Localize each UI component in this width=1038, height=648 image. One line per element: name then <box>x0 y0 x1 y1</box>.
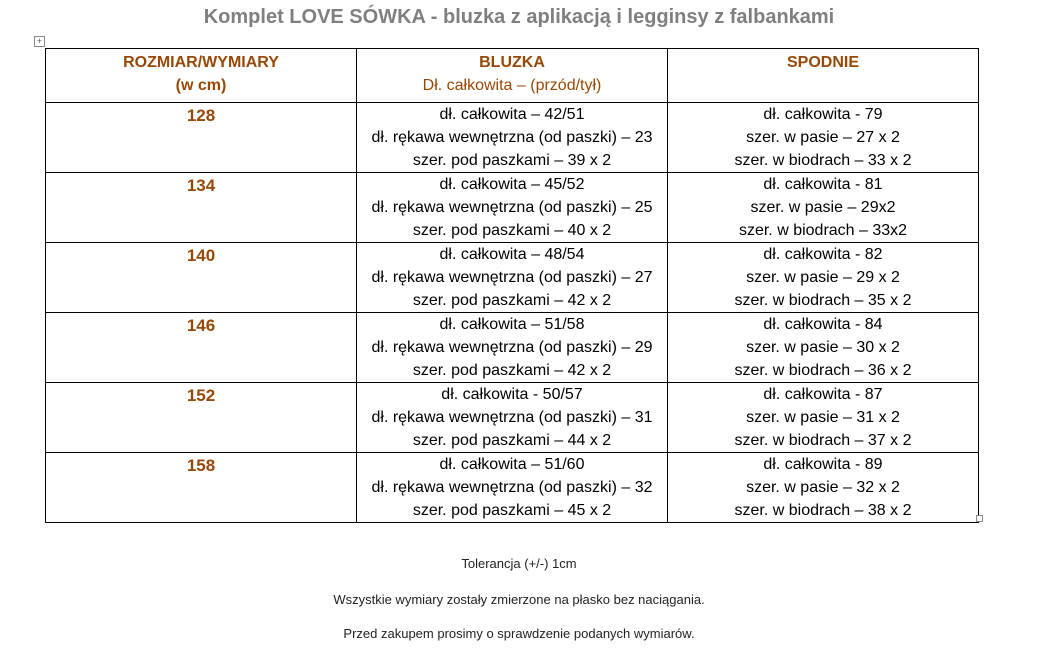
table-row <box>46 103 979 173</box>
bluzka-length: dł. całkowita – 51/60 <box>439 456 585 473</box>
bluzka-width: szer. pod paszkami – 39 x 2 <box>412 152 612 169</box>
header-size-unit: (w cm) <box>175 77 227 94</box>
spodnie-hips: szer. w biodrach – 33 x 2 <box>734 152 912 169</box>
spodnie-length: dł. całkowita - 89 <box>763 456 883 473</box>
bluzka-sleeve: dł. rękawa wewnętrzna (od paszki) – 31 <box>371 409 653 426</box>
bluzka-sleeve: dł. rękawa wewnętrzna (od paszki) – 25 <box>371 199 653 216</box>
header-spodnie-label: SPODNIE <box>786 54 859 71</box>
spodnie-length: dł. całkowita - 84 <box>763 316 883 333</box>
header-spodnie <box>668 49 979 103</box>
spodnie-hips: szer. w biodrach – 35 x 2 <box>734 292 912 309</box>
spodnie-hips: szer. w biodrach – 37 x 2 <box>734 432 912 449</box>
page-title: Komplet LOVE SÓWKA - bluzka z aplikacją i legginsy z falbankami <box>203 6 835 28</box>
spodnie-hips: szer. w biodrach – 36 x 2 <box>734 362 912 379</box>
bluzka-sleeve: dł. rękawa wewnętrzna (od paszki) – 29 <box>371 339 653 356</box>
spodnie-waist: szer. w pasie – 30 x 2 <box>746 339 900 356</box>
table-row <box>46 243 979 313</box>
bluzka-width: szer. pod paszkami – 44 x 2 <box>412 432 612 449</box>
bluzka-length: dł. całkowita – 48/54 <box>439 246 585 263</box>
table-row <box>46 453 979 523</box>
bluzka-width: szer. pod paszkami – 42 x 2 <box>412 362 612 379</box>
measurement-note: Wszystkie wymiary zostały zmierzone na płasko bez naciągania. <box>333 592 705 607</box>
spodnie-length: dł. całkowita - 87 <box>763 386 883 403</box>
spodnie-length: dł. całkowita - 81 <box>763 176 883 193</box>
size-value: 128 <box>186 106 216 125</box>
bluzka-width: szer. pod paszkami – 40 x 2 <box>412 222 612 239</box>
header-size-label: ROZMIAR/WYMIARY <box>123 54 279 71</box>
header-bluzka-sub: Dł. całkowita – (przód/tył) <box>422 77 602 94</box>
table-row <box>46 313 979 383</box>
bluzka-sleeve: dł. rękawa wewnętrzna (od paszki) – 32 <box>371 479 653 496</box>
tolerance-note: Tolerancja (+/-) 1cm <box>461 556 577 571</box>
header-bluzka <box>357 49 668 103</box>
spodnie-waist: szer. w pasie – 29x2 <box>750 199 896 216</box>
resize-handle-icon[interactable] <box>976 515 983 522</box>
size-value: 158 <box>186 456 216 475</box>
spodnie-waist: szer. w pasie – 32 x 2 <box>746 479 900 496</box>
table-row <box>46 383 979 453</box>
spodnie-waist: szer. w pasie – 29 x 2 <box>746 269 900 286</box>
spodnie-hips: szer. w biodrach – 33x2 <box>738 222 908 239</box>
move-handle-icon[interactable]: + <box>34 36 45 47</box>
check-note: Przed zakupem prosimy o sprawdzenie podanych wymiarów. <box>343 626 695 641</box>
header-size <box>46 49 357 103</box>
bluzka-length: dł. całkowita – 51/58 <box>439 316 585 333</box>
size-value: 152 <box>186 386 216 405</box>
bluzka-length: dł. całkowita - 50/57 <box>441 386 583 403</box>
spodnie-waist: szer. w pasie – 31 x 2 <box>746 409 900 426</box>
spodnie-waist: szer. w pasie – 27 x 2 <box>746 129 900 146</box>
spodnie-hips: szer. w biodrach – 38 x 2 <box>734 502 912 519</box>
size-value: 140 <box>186 246 216 265</box>
table-row <box>46 173 979 243</box>
table-header-row <box>46 49 979 103</box>
bluzka-width: szer. pod paszkami – 45 x 2 <box>412 502 612 519</box>
spodnie-length: dł. całkowita - 79 <box>763 106 883 123</box>
header-bluzka-label: BLUZKA <box>479 54 545 71</box>
size-value: 146 <box>186 316 216 335</box>
bluzka-length: dł. całkowita – 42/51 <box>439 106 585 123</box>
bluzka-length: dł. całkowita – 45/52 <box>439 176 585 193</box>
bluzka-width: szer. pod paszkami – 42 x 2 <box>412 292 612 309</box>
bluzka-sleeve: dł. rękawa wewnętrzna (od paszki) – 27 <box>371 269 653 286</box>
size-table <box>45 48 979 523</box>
size-value: 134 <box>186 176 216 195</box>
bluzka-sleeve: dł. rękawa wewnętrzna (od paszki) – 23 <box>371 129 653 146</box>
spodnie-length: dł. całkowita - 82 <box>763 246 883 263</box>
